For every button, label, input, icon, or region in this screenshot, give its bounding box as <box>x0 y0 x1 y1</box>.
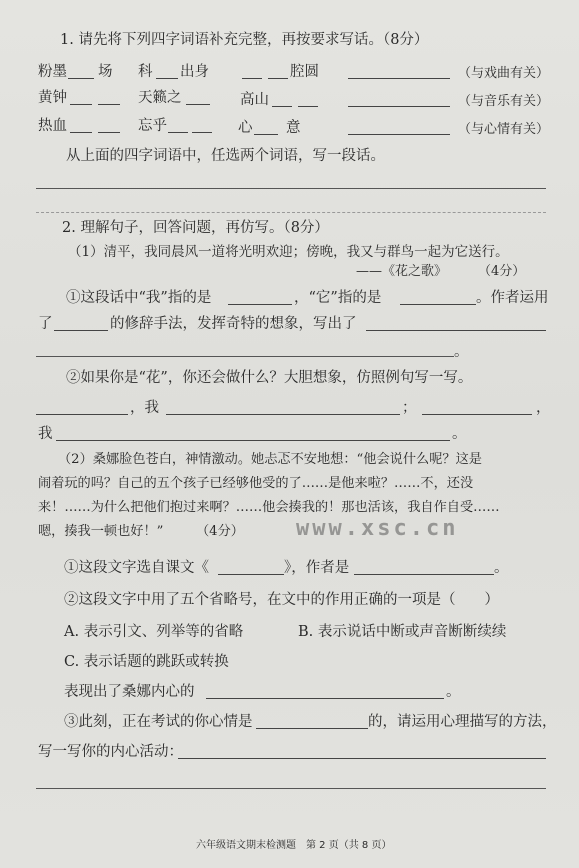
q2-answer-blank[interactable] <box>206 698 444 699</box>
q1-blank[interactable] <box>298 106 318 107</box>
q2-answer-blank[interactable] <box>366 330 546 331</box>
q2-s2-wo2: 我 <box>38 426 53 442</box>
q2-s1-end: 。 <box>454 344 469 360</box>
q1-instruction: 从上面的四字词语中，任选两个词语，写一段话。 <box>66 148 385 164</box>
q1-row1-word3: 腔圆 <box>290 64 319 80</box>
q1-blank[interactable] <box>156 78 178 79</box>
q1-blank[interactable] <box>70 104 92 105</box>
q2-s2-semicolon: ； <box>402 400 417 416</box>
q1-row2-word1: 黄钟 <box>38 90 67 106</box>
q2-a3-text-b: 的，请运用心理描写的方法， <box>368 714 557 730</box>
q2-passage2-line3: 来！……为什么把他们抱过来啊？……他会揍我的！那也活该，我自作自受…… <box>38 500 500 515</box>
q2-a2-end: 。 <box>446 684 461 700</box>
q2-s1-text-b: ，“它”指的是 <box>294 290 382 306</box>
q2-option-b[interactable]: B. 表示说话中断或声音断断续续 <box>298 624 507 640</box>
q2-s2-wo1: ，我 <box>130 400 159 416</box>
q1-row3-word1: 热血 <box>38 118 67 134</box>
q1-row1-category: （与戏曲有关） <box>458 66 550 81</box>
q2-s2-comma: ， <box>536 400 551 416</box>
q1-row1-word2a: 科 <box>138 64 153 80</box>
q1-blank[interactable] <box>168 132 188 133</box>
q2-answer-blank[interactable] <box>218 574 284 575</box>
q1-title: 1. 请先将下列四字词语补充完整，再按要求写话。（8分） <box>60 32 429 48</box>
q2-answer-blank[interactable] <box>400 304 476 305</box>
q1-answer-blank[interactable] <box>348 134 450 135</box>
q1-row1-word1b: 场 <box>98 64 113 80</box>
q2-s2-question: ②如果你是“花”，你还会做什么？大胆想象，仿照例句写一写。 <box>66 370 473 386</box>
q1-answer-blank[interactable] <box>348 106 450 107</box>
q2-s1-text-a: ①这段话中“我”指的是 <box>66 290 212 306</box>
q2-answer-blank[interactable] <box>178 758 546 759</box>
q1-blank[interactable] <box>268 78 288 79</box>
q2-passage2-line2: 闹着玩的吗？自己的五个孩子已经够他受的了……是他来啦？……不，还没 <box>38 476 474 491</box>
q2-answer-blank[interactable] <box>354 574 494 575</box>
q1-row3-word2: 忘乎 <box>138 118 167 134</box>
q1-blank[interactable] <box>98 132 120 133</box>
q2-answer-blank[interactable] <box>54 330 108 331</box>
page-footer: 六年级语文期末检测题 第 2 页（共 8 页） <box>196 840 392 851</box>
q2-a3-text-a: ③此刻，正在考试的你心情是 <box>64 714 253 730</box>
q2-a1-text-b: 》，作者是 <box>284 560 350 576</box>
q2-passage2-points: （4分） <box>196 524 244 539</box>
q2-a1-end: 。 <box>494 560 509 576</box>
q2-passage1-points: （4分） <box>478 264 526 279</box>
q1-row1-word1a: 粉墨 <box>38 64 67 80</box>
q1-blank[interactable] <box>68 78 94 79</box>
q2-answer-blank[interactable] <box>228 304 292 305</box>
q1-blank[interactable] <box>192 132 212 133</box>
q2-s1-text-e: 的修辞手法，发挥奇特的想象，写出了 <box>110 316 357 332</box>
q1-row3-word3a: 心 <box>238 120 253 136</box>
q2-s2-end: 。 <box>452 426 467 442</box>
q2-a3-text-c: 写一写你的内心活动： <box>38 744 183 760</box>
q2-s1-text-d: 了 <box>38 316 53 332</box>
q1-writing-line[interactable] <box>36 188 546 189</box>
q2-option-a[interactable]: A. 表示引文、列举等的省略 <box>64 624 244 640</box>
q1-answer-blank[interactable] <box>348 78 450 79</box>
q1-blank[interactable] <box>98 104 120 105</box>
q2-answer-blank[interactable] <box>422 414 532 415</box>
q1-blank[interactable] <box>242 78 262 79</box>
q1-blank[interactable] <box>186 104 210 105</box>
q2-writing-line[interactable] <box>36 788 546 789</box>
q2-option-c[interactable]: C. 表示话题的跳跃或转换 <box>64 654 229 670</box>
q1-row3-category: （与心情有关） <box>458 122 550 137</box>
q1-row2-category: （与音乐有关） <box>458 94 550 109</box>
q1-row2-word2: 天籁之 <box>138 90 182 106</box>
q1-blank[interactable] <box>254 134 278 135</box>
q2-answer-blank[interactable] <box>166 414 400 415</box>
q1-row3-word3b: 意 <box>286 120 301 136</box>
q2-s1-text-c: 。作者运用 <box>476 290 549 306</box>
q2-answer-blank[interactable] <box>36 414 128 415</box>
q1-row1-word2b: 出身 <box>180 64 209 80</box>
q2-passage2-line1: （2）桑娜脸色苍白，神情激动。她忐忑不安地想：“他会说什么呢？这是 <box>58 452 482 467</box>
q2-a1-text-a: ①这段文字选自课文《 <box>64 560 209 576</box>
q2-title: 2. 理解句子，回答问题，再仿写。（8分） <box>62 220 329 236</box>
q2-a2-show: 表现出了桑娜内心的 <box>64 684 195 700</box>
q2-passage1-source: ——《花之歌》 <box>356 264 448 279</box>
watermark: www.xsc.cn <box>296 516 459 541</box>
q2-passage2-line4: 嗯，揍我一顿也好！” <box>38 524 164 539</box>
q2-passage1-line1: （1）清平，我同晨风一道将光明欢迎；傍晚，我又与群鸟一起为它送行。 <box>68 244 509 260</box>
q2-answer-line[interactable] <box>36 356 454 357</box>
q1-writing-line[interactable] <box>36 212 546 213</box>
q2-answer-blank[interactable] <box>256 728 368 729</box>
q2-answer-blank[interactable] <box>56 440 450 441</box>
q2-a2-question: ②这段文字中用了五个省略号，在文中的作用正确的一项是（ ） <box>64 592 499 608</box>
q1-row2-word3: 高山 <box>240 92 269 108</box>
q1-blank[interactable] <box>272 106 292 107</box>
q1-blank[interactable] <box>70 132 92 133</box>
